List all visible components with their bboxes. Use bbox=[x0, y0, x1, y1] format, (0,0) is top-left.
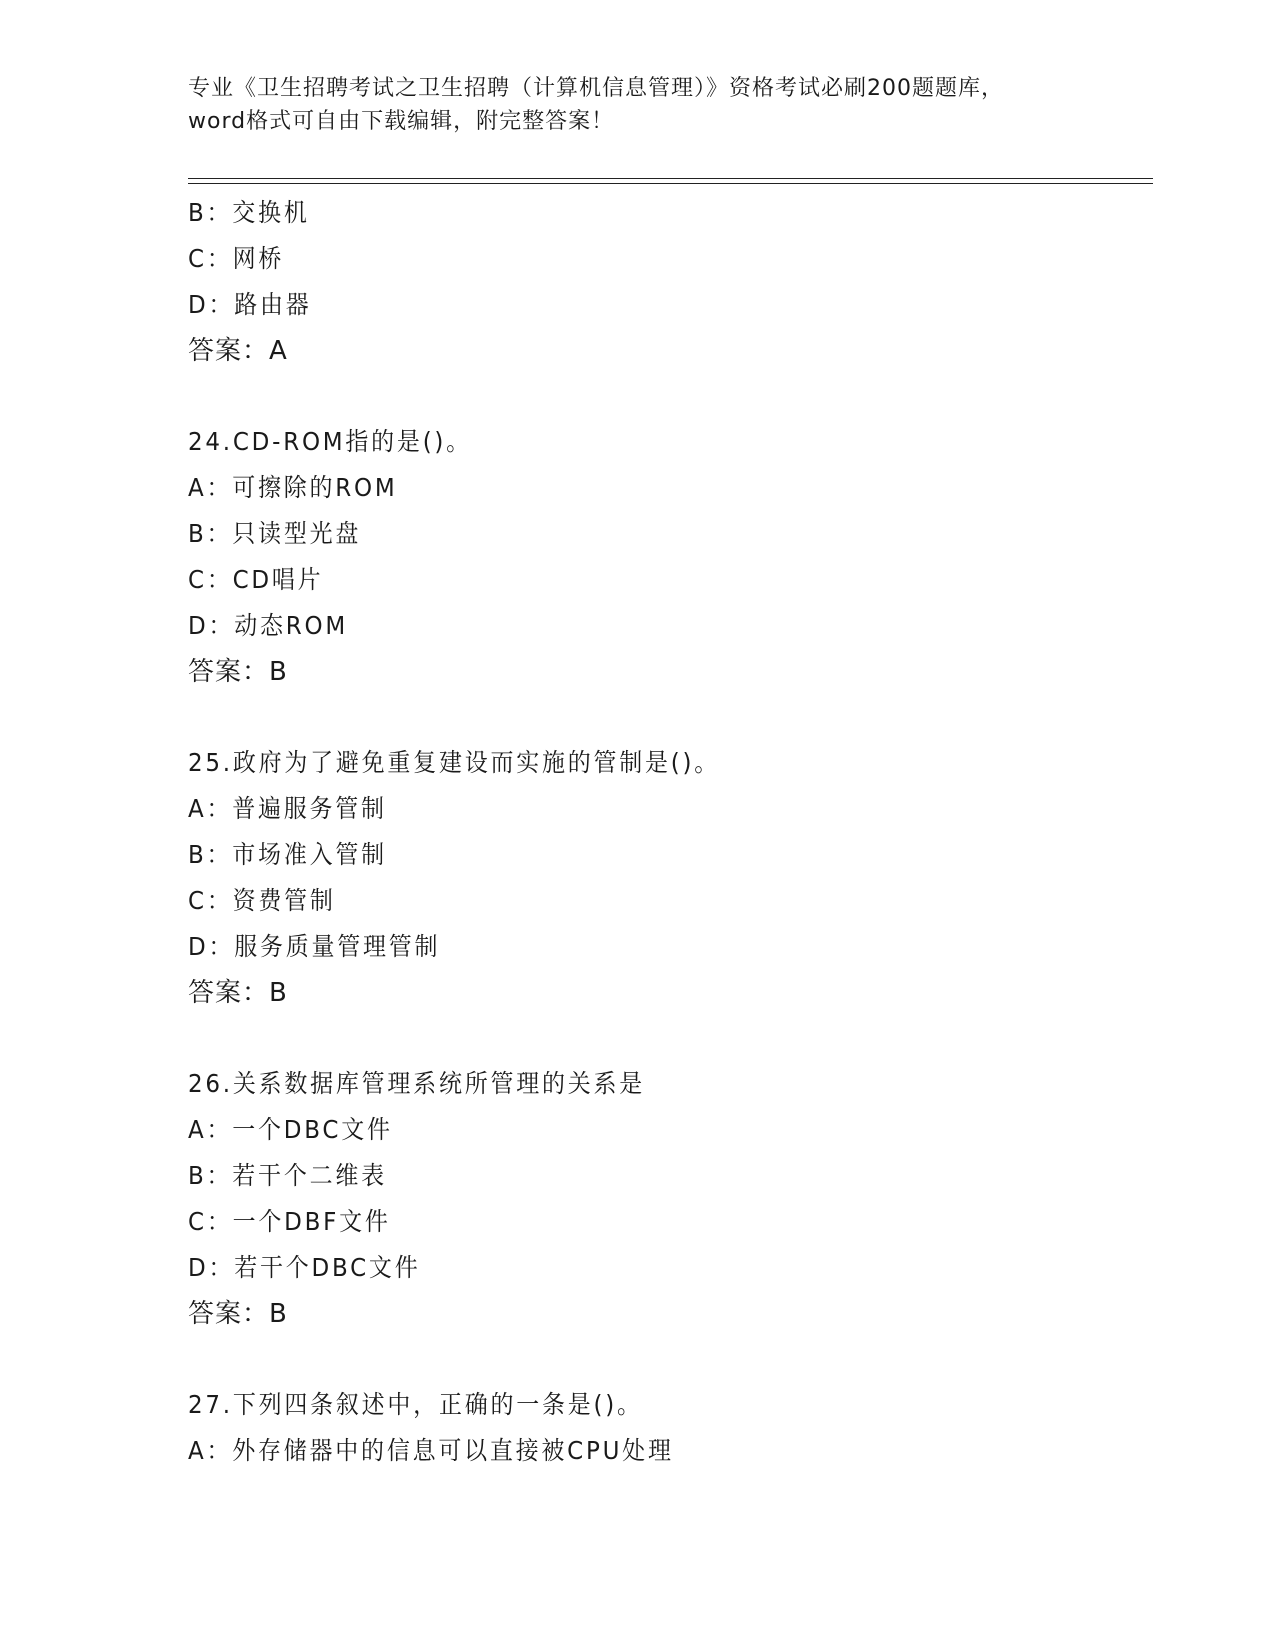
question-25 bbox=[188, 740, 1148, 1016]
question-stem: 26.关系数据库管理系统所管理的关系是 bbox=[188, 1069, 646, 1098]
option-a: A：可擦除的ROM bbox=[188, 473, 398, 502]
header-divider-bottom bbox=[188, 183, 1153, 184]
spacer bbox=[188, 1337, 1148, 1382]
header-divider-top bbox=[188, 178, 1153, 179]
option-b: B：只读型光盘 bbox=[188, 519, 362, 548]
header-line-1: 专业《卫生招聘考试之卫生招聘（计算机信息管理）》资格考试必刷200题题库， bbox=[188, 76, 1004, 101]
option-d: D：动态ROM bbox=[188, 611, 348, 640]
option-c: C：一个DBF文件 bbox=[188, 1207, 391, 1236]
option-a: A：外存储器中的信息可以直接被CPU处理 bbox=[188, 1436, 674, 1465]
document-header bbox=[188, 72, 1088, 138]
answer: 答案：B bbox=[188, 657, 288, 687]
option-b: B：若干个二维表 bbox=[188, 1161, 387, 1190]
answer: 答案：A bbox=[188, 336, 288, 366]
question-24 bbox=[188, 419, 1148, 695]
option-c: C：CD唱片 bbox=[188, 565, 324, 594]
option-d: D：若干个DBC文件 bbox=[188, 1253, 421, 1282]
question-26 bbox=[188, 1061, 1148, 1337]
question-23 bbox=[188, 190, 1148, 374]
question-stem: 24.CD-ROM指的是()。 bbox=[188, 427, 472, 456]
question-list bbox=[188, 190, 1148, 1474]
option-a: A：一个DBC文件 bbox=[188, 1115, 393, 1144]
question-27 bbox=[188, 1382, 1148, 1474]
option-d: D：服务质量管理管制 bbox=[188, 932, 441, 961]
spacer bbox=[188, 1016, 1148, 1061]
header-line-2: word格式可自由下载编辑，附完整答案！ bbox=[188, 109, 615, 134]
answer: 答案：B bbox=[188, 1299, 288, 1329]
spacer bbox=[188, 374, 1148, 419]
option-b: B：交换机 bbox=[188, 198, 310, 227]
spacer bbox=[188, 695, 1148, 740]
option-c: C：资费管制 bbox=[188, 886, 336, 915]
option-a: A：普遍服务管制 bbox=[188, 794, 387, 823]
option-c: C：网桥 bbox=[188, 244, 285, 273]
question-stem: 25.政府为了避免重复建设而实施的管制是()。 bbox=[188, 748, 721, 777]
question-stem: 27.下列四条叙述中，正确的一条是()。 bbox=[188, 1390, 643, 1419]
option-d: D：路由器 bbox=[188, 290, 312, 319]
answer: 答案：B bbox=[188, 978, 288, 1008]
option-b: B：市场准入管制 bbox=[188, 840, 387, 869]
